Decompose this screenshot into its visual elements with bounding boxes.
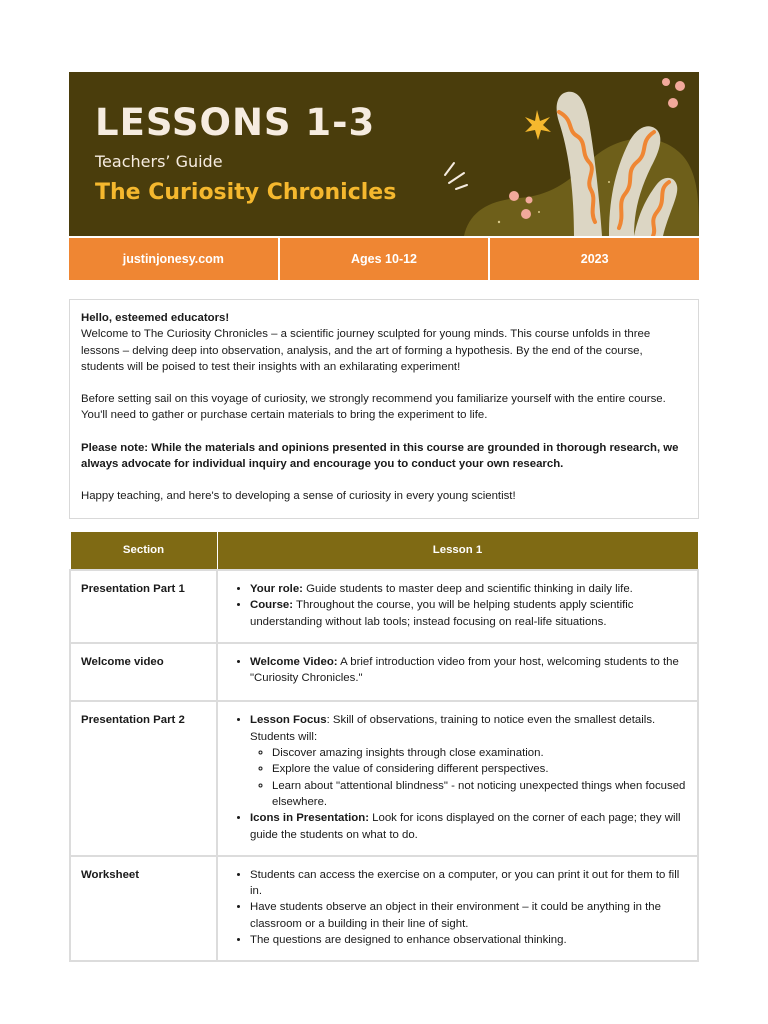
bullet-text: A brief introduction video from your host, welcoming students to the "Curiosity Chronicles.": [250, 655, 679, 685]
list-item: • Have students observe an object in their environment – it could be anything in the classroom or a building in their line of sight.: [250, 899, 687, 932]
page-title: LESSONS 1-3: [95, 101, 376, 144]
bullet-text: Guide students to master deep and scientific thinking in daily life.: [302, 583, 633, 595]
bullet-label: Lesson Focus: [250, 714, 327, 727]
bullet-text: : Skill of observations, training to notice even the smallest details. Students will:: [250, 714, 656, 743]
page-subtitle: Teachers’ Guide: [95, 152, 223, 171]
intro-greeting: Hello, esteemed educators!: [81, 312, 230, 324]
row-section: Presentation Part 1: [70, 570, 217, 643]
header-lesson: Lesson 1: [217, 532, 698, 571]
bullet-label: Icons in Presentation:: [250, 812, 369, 825]
row-section: Welcome video: [70, 643, 217, 702]
row-content: [217, 643, 698, 702]
list-item: [250, 654, 687, 687]
intro-box: [69, 299, 699, 519]
intro-paragraph-2: Before setting sail on this voyage of curiosity, we strongly recommend you familiarize yourself with the entire course. You'll need to gather or purchase certain materials to bring the experiment to life.: [81, 393, 666, 422]
sub-list-item: ◦ Discover amazing insights through close examination.: [272, 745, 687, 761]
list-item: [250, 597, 687, 630]
website-label[interactable]: justinjonesy.com: [69, 238, 278, 280]
row-content: [217, 570, 698, 643]
sub-list-item: ◦ Explore the value of considering different perspectives.: [272, 761, 687, 777]
row-section: Worksheet: [70, 856, 217, 961]
list-item: [250, 810, 687, 843]
list-item: [250, 581, 687, 597]
table-header-row: [70, 532, 698, 571]
lesson-table: [69, 531, 699, 962]
list-item: [250, 712, 687, 810]
bullet-label: Your role:: [250, 583, 303, 595]
row-section: Presentation Part 2: [70, 701, 217, 855]
bullet-label: Course:: [250, 599, 294, 612]
bullet-label: Welcome Video:: [250, 655, 338, 668]
sub-list-item: ◦ Learn about "attentional blindness" - not noticing unexpected things when focused elsewhere.: [272, 778, 687, 811]
year-label: 2023: [490, 238, 699, 280]
intro-closing: Happy teaching, and here's to developing a sense of curiosity in every young scientist!: [81, 490, 516, 503]
row-content: [217, 856, 698, 961]
list-item: • Students can access the exercise on a computer, or you can print it out for them to fill in.: [250, 867, 687, 900]
table-row: [70, 856, 698, 961]
intro-paragraph-1: Welcome to The Curiosity Chronicles – a scientific journey sculpted for young minds. This course unfolds in three lessons – delving deep into observation, analysis, and the art of forming a hypothesis. By the end of the course, students will be poised to test their insights with an exhilarating experiment!: [81, 328, 651, 373]
table-row: [70, 643, 698, 702]
table-row: [70, 701, 698, 855]
ages-label: Ages 10-12: [280, 238, 489, 280]
row-content: [217, 701, 698, 855]
info-bar: [69, 238, 699, 280]
table-row: [70, 570, 698, 643]
bullet-text: Throughout the course, you will be helping students apply scientific understanding without lab tools; instead focusing on real-life situations.: [250, 599, 634, 628]
list-item: • The questions are designed to enhance observational thinking.: [250, 932, 687, 948]
course-name: The Curiosity Chronicles: [95, 180, 397, 205]
header-banner: [69, 72, 699, 236]
bullet-text: Look for icons displayed on the corner of each page; they will guide the students on what to do.: [250, 812, 681, 841]
header-section: Section: [70, 532, 217, 571]
intro-note: Please note: While the materials and opinions presented in this course are grounded in thorough research, we always advocate for individual inquiry and encourage you to conduct your own research.: [81, 441, 679, 471]
